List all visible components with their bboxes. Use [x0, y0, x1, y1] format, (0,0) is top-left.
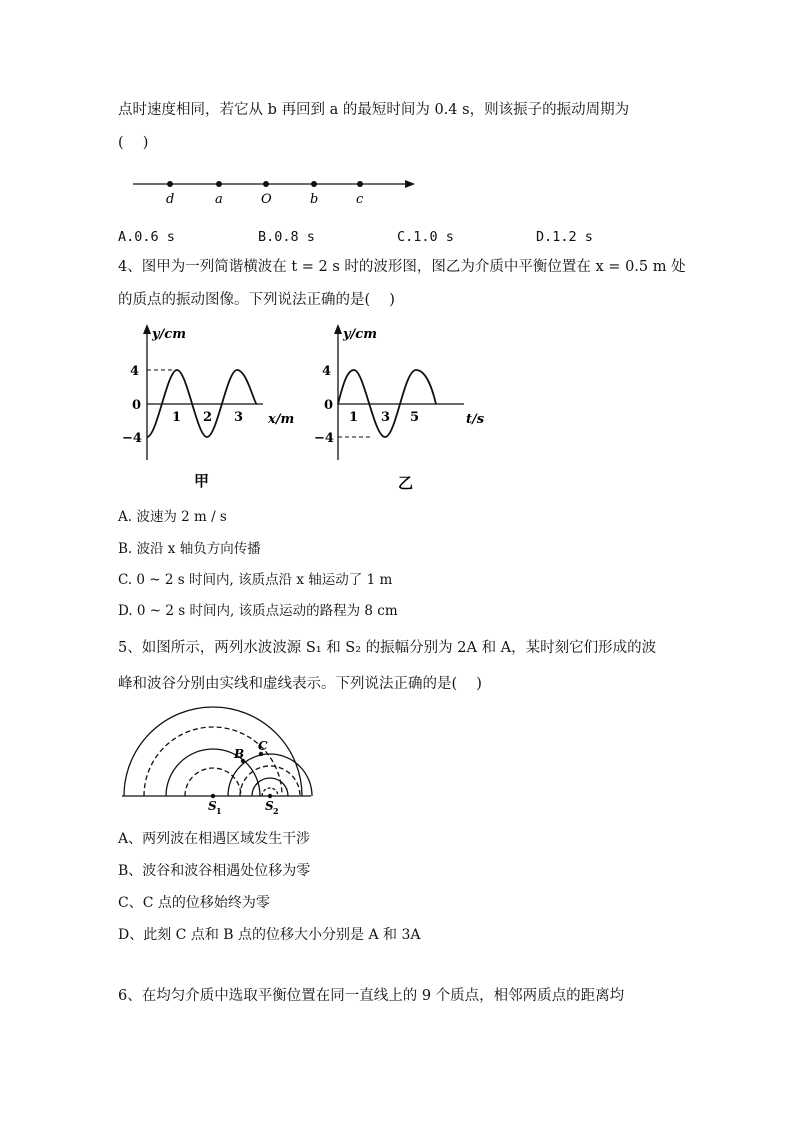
q5-label-s1-sub: 1 — [216, 806, 222, 816]
q3-label-a: a — [215, 192, 223, 207]
q4-right-ylabel: y/cm — [343, 327, 377, 342]
q4-right-xtick-1: 1 — [349, 410, 359, 425]
q3-option-c: C.1.0 s — [397, 229, 454, 245]
q4-right-ytick-0: 0 — [324, 398, 334, 413]
q3-label-o: O — [261, 192, 272, 207]
q4-left-xlabel: x/m — [268, 412, 295, 427]
q4-graph-wave — [120, 320, 320, 490]
q4-option-a: A. 波速为 2 m / s — [118, 509, 227, 525]
q5-label-c: C — [258, 739, 268, 753]
q5-option-a: A、两列波在相遇区域发生干涉 — [118, 831, 311, 847]
q4-right-xtick-3: 3 — [381, 410, 391, 425]
q4-left-ytick-neg4: −4 — [122, 431, 142, 446]
q4-right-ytick-neg4: −4 — [314, 431, 334, 446]
q3-label-d: d — [166, 192, 175, 207]
q5-option-c: C、C 点的位移始终为零 — [118, 895, 270, 911]
q5-option-d: D、此刻 C 点和 B 点的位移大小分别是 A 和 3A — [118, 927, 421, 943]
q5-stem-line2: 峰和波谷分别由实线和虚线表示。下列说法正确的是( ) — [118, 676, 482, 692]
q3-answer-paren: ( ) — [118, 135, 149, 151]
q4-option-b: B. 波沿 x 轴负方向传播 — [118, 541, 261, 557]
q3-number-line-diagram — [0, 0, 794, 220]
q4-graph-vibration — [314, 320, 518, 492]
q3-option-b: B.0.8 s — [258, 229, 315, 245]
q4-right-caption: 乙 — [398, 474, 414, 492]
q3-stem-line1: 点时速度相同，若它从 b 再回到 a 的最短时间为 0.4 s，则该振子的振动周期为 — [118, 102, 630, 118]
q4-right-ytick-4: 4 — [322, 364, 332, 379]
q4-stem-line1: 4、图甲为一列简谐横波在 t = 2 s 时的波形图，图乙为介质中平衡位置在 x = 0.5 m 处 — [118, 259, 686, 275]
q4-stem-line2: 的质点的振动图像。下列说法正确的是( ) — [118, 292, 395, 308]
q5-label-s2: S — [265, 799, 274, 813]
q3-option-d: D.1.2 s — [536, 229, 593, 245]
q4-left-ytick-4: 4 — [130, 364, 140, 379]
q3-label-c: c — [356, 192, 364, 207]
q4-left-xtick-3: 3 — [234, 410, 244, 425]
q4-left-xtick-2: 2 — [203, 410, 213, 425]
q4-right-xtick-5: 5 — [410, 410, 420, 425]
q4-left-caption: 甲 — [194, 472, 210, 490]
q5-stem-line1: 5、如图所示，两列水波波源 S₁ 和 S₂ 的振幅分别为 2A 和 A，某时刻它们形成的波 — [118, 640, 657, 656]
q6-stem-line1: 6、在均匀介质中选取平衡位置在同一直线上的 9 个质点，相邻两质点的距离均 — [118, 988, 625, 1004]
q5-label-s2-sub: 2 — [273, 806, 279, 816]
q4-left-xtick-1: 1 — [172, 410, 182, 425]
q4-left-ytick-0: 0 — [132, 398, 142, 413]
q4-option-c: C. 0 ~ 2 s 时间内, 该质点沿 x 轴运动了 1 m — [118, 572, 393, 588]
q4-option-d: D. 0 ~ 2 s 时间内, 该质点运动的路程为 8 cm — [118, 603, 398, 619]
q5-wave-interference-diagram — [118, 705, 318, 820]
q3-option-a: A.0.6 s — [118, 229, 175, 245]
q5-label-b: B — [234, 747, 245, 761]
q5-option-b: B、波谷和波谷相遇处位移为零 — [118, 863, 311, 879]
q5-label-s1: S — [208, 799, 217, 813]
q3-label-b: b — [310, 192, 319, 207]
q4-left-ylabel: y/cm — [152, 327, 186, 342]
q4-right-xlabel: t/s — [466, 412, 485, 427]
